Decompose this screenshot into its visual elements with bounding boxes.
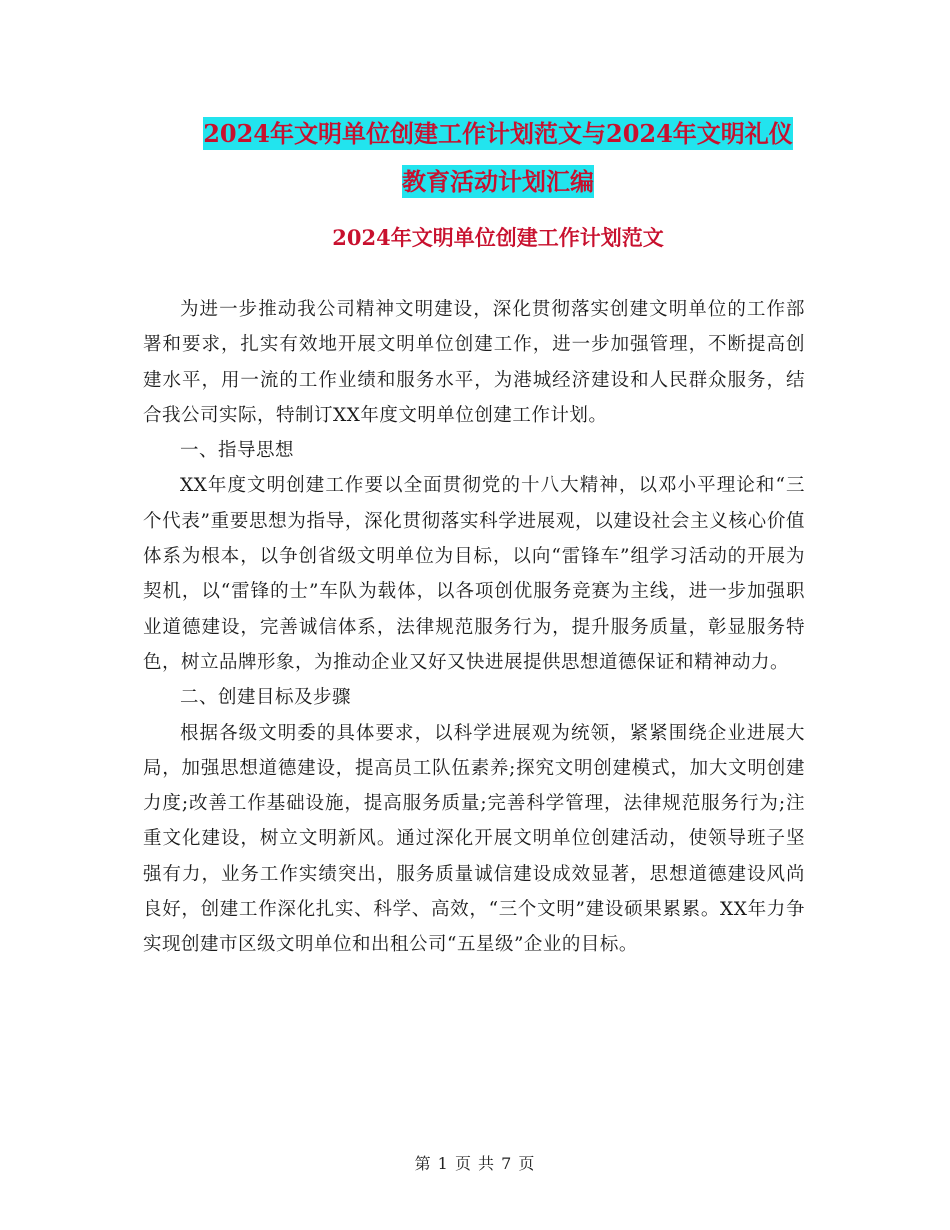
document-body xyxy=(143,292,805,963)
paragraph-goals-steps: 根据各级文明委的具体要求，以科学进展观为统领，紧紧围绕企业进展大局，加强思想道德建设，提高员工队伍素养;探究文明创建模式，加大文明创建力度;改善工作基础设施，提高服务质量;完善科学管理，法律规范服务行为;注重文化建设，树立文明新风。通过深化开展文明单位创建活动，使领导班子坚强有力，业务工作实绩突出，服务质量诚信建设成效显著，思想道德建设风尚良好，创建工作深化扎实、科学、高效，“三个文明”建设硕果累累。XX年力争实现创建市区级文明单位和出租公司“五星级”企业的目标。 xyxy=(143,722,805,956)
page-footer: 第 1 页 共 7 页 xyxy=(414,1154,536,1173)
heading-guiding-ideology: 一、指导思想 xyxy=(180,440,295,462)
section-title: 2024年文明单位创建工作计划范文 xyxy=(332,225,664,250)
heading-goals-steps: 二、创建目标及步骤 xyxy=(180,687,352,709)
title-line-1: 2024年文明单位创建工作计划范文与2024年文明礼仪 xyxy=(203,119,793,148)
paragraph-guiding-ideology: XX年度文明创建工作要以全面贯彻党的十八大精神，以邓小平理论和“三个代表”重要思想为指导，深化贯彻落实科学进展观，以建设社会主义核心价值体系为根本，以争创省级文明单位为目标，以向“雷锋车”组学习活动的开展为契机，以“雷锋的士”车队为载体，以各项创优服务竞赛为主线，进一步加强职业道德建设，完善诚信体系，法律规范服务行为，提升服务质量，彰显服务特色，树立品牌形象，为推动企业又好又快进展提供思想道德保证和精神动力。 xyxy=(143,475,805,673)
document-title xyxy=(140,110,856,206)
paragraph-intro: 为进一步推动我公司精神文明建设，深化贯彻落实创建文明单位的工作部署和要求，扎实有效地开展文明单位创建工作，进一步加强管理，不断提高创建水平，用一流的工作业绩和服务水平，为港城经济建设和人民群众服务，结合我公司实际，特制订XX年度文明单位创建工作计划。 xyxy=(143,299,805,426)
title-line-2: 教育活动计划汇编 xyxy=(402,167,594,196)
